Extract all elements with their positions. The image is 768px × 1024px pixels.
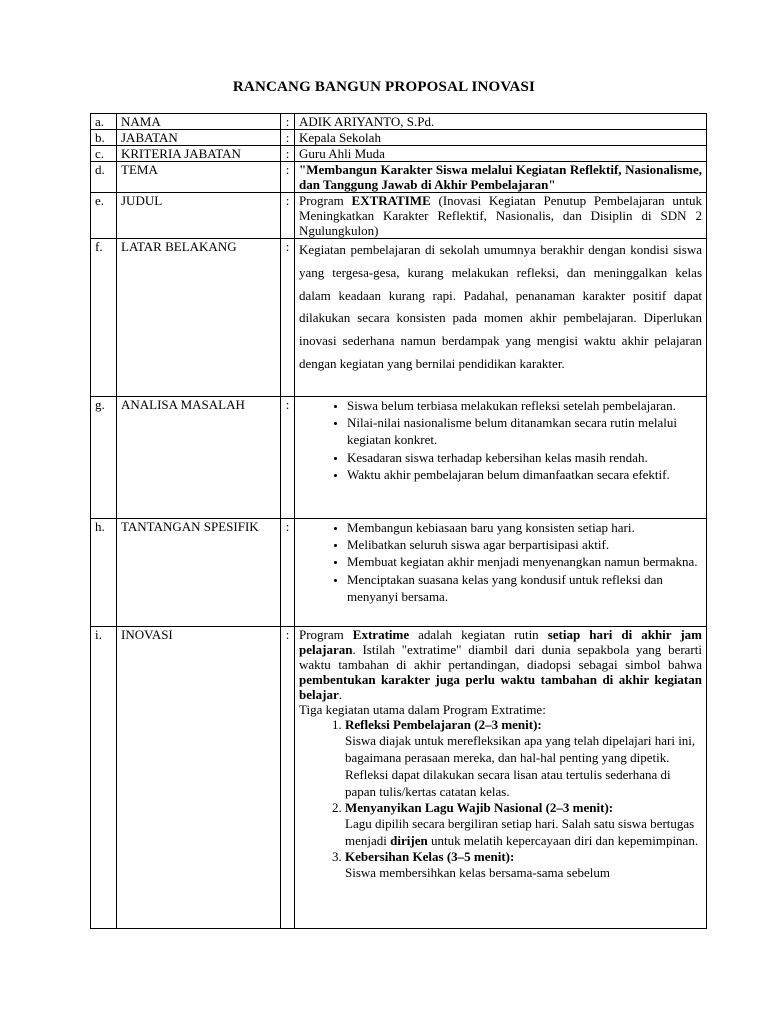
row-label: KRITERIA JABATAN xyxy=(117,146,281,162)
step-text-pre: Lagu dipilih secara bergiliran setiap hari. Salah satu siswa bertugas menjadi xyxy=(345,816,695,848)
row-label: LATAR BELAKANG xyxy=(117,239,281,397)
row-label: JUDUL xyxy=(117,193,281,239)
step-heading: Menyanyikan Lagu Wajib Nasional (2–3 menit): xyxy=(345,800,614,815)
tema-text: "Membangun Karakter Siswa melalui Kegiatan Reflektif, Nasionalisme, dan Tanggung Jawab di Akhir Pembelajaran" xyxy=(299,162,702,192)
row-value xyxy=(295,239,707,397)
list-item xyxy=(345,717,702,800)
inovasi-text: Program xyxy=(299,627,353,642)
row-value xyxy=(295,519,707,627)
row-code: d. xyxy=(91,162,117,193)
list-item: • Waktu akhir pembelajaran belum dimanfaatkan secara efektif. xyxy=(347,466,702,483)
list-item: • Siswa belum terbiasa melakukan refleksi setelah pembelajaran. xyxy=(347,397,702,414)
step-text xyxy=(345,815,702,849)
list-item: • Kesadaran siswa terhadap kebersihan kelas masih rendah. xyxy=(347,449,702,466)
row-value xyxy=(295,627,707,929)
row-value: Guru Ahli Muda xyxy=(295,146,707,162)
row-value xyxy=(295,397,707,519)
row-value: Kepala Sekolah xyxy=(295,130,707,146)
step-text-pre: Siswa diajak untuk merefleksikan apa yang telah dipelajari hari ini, bagaimana perasaan mereka, dan hal-hal penting yang dipetik. Refleksi dapat dilakukan secara lisan atau tertulis sederhana di papan tulis/kertas catatan kelas. xyxy=(345,733,696,799)
inovasi-intro: Tiga kegiatan utama dalam Program Extratime: xyxy=(299,702,546,717)
row-value xyxy=(295,162,707,193)
analisa-list xyxy=(299,397,702,483)
list-item xyxy=(345,849,702,881)
row-colon: : xyxy=(281,146,295,162)
row-jabatan xyxy=(91,130,707,146)
judul-program-name: EXTRATIME xyxy=(351,193,431,208)
inovasi-bold: setiap hari di akhir jam pelajaran xyxy=(299,627,702,657)
row-label: ANALISA MASALAH xyxy=(117,397,281,519)
step-heading: Refleksi Pembelajaran (2–3 menit): xyxy=(345,717,542,732)
row-label: NAMA xyxy=(117,114,281,130)
row-label: TANTANGAN SPESIFIK xyxy=(117,519,281,627)
step-text-post: untuk melatih kepercayaan diri dan kepemimpinan. xyxy=(427,833,699,848)
row-code: h. xyxy=(91,519,117,627)
step-text-bold: dirijen xyxy=(390,833,428,848)
row-colon: : xyxy=(281,397,295,519)
row-colon: : xyxy=(281,162,295,193)
inovasi-text: . Istilah "extratime" diambil dari dunia sepakbola yang berarti waktu tambahan di akhir pertandingan, diadopsi sebagai simbol bahwa xyxy=(299,642,702,672)
inovasi-steps xyxy=(299,717,702,881)
list-item: • Membuat kegiatan akhir menjadi menyenangkan namun bermakna. xyxy=(347,553,702,570)
row-nama xyxy=(91,114,707,130)
row-label: JABATAN xyxy=(117,130,281,146)
judul-post: (Inovasi Kegiatan Penutup Pembelajaran untuk Meningkatkan Karakter Reflektif, Nasionalis, dan Disiplin di SDN 2 Ngulungkulon) xyxy=(299,193,702,238)
row-code: f. xyxy=(91,239,117,397)
inovasi-bold: pembentukan karakter juga perlu waktu tambahan di akhir kegiatan belajar xyxy=(299,672,702,702)
row-code: e. xyxy=(91,193,117,239)
row-judul xyxy=(91,193,707,239)
row-colon: : xyxy=(281,114,295,130)
list-item: • Melibatkan seluruh siswa agar berpartisipasi aktif. xyxy=(347,536,702,553)
row-inovasi xyxy=(91,627,707,929)
step-text xyxy=(345,864,702,881)
row-colon: : xyxy=(281,193,295,239)
step-text xyxy=(345,732,702,800)
inovasi-text: . xyxy=(338,687,342,702)
proposal-table xyxy=(90,113,707,929)
row-colon: : xyxy=(281,519,295,627)
list-item: • Nilai-nilai nasionalisme belum ditanamkan secara rutin melalui kegiatan konkret. xyxy=(347,414,702,448)
row-value: ADIK ARIYANTO, S.Pd. xyxy=(295,114,707,130)
row-colon: : xyxy=(281,627,295,929)
row-label: INOVASI xyxy=(117,627,281,929)
list-item: • Membangun kebiasaan baru yang konsisten setiap hari. xyxy=(347,519,702,536)
row-code: c. xyxy=(91,146,117,162)
row-colon: : xyxy=(281,130,295,146)
row-code: a. xyxy=(91,114,117,130)
list-item: • Menciptakan suasana kelas yang kondusif untuk refleksi dan menyanyi bersama. xyxy=(347,571,702,605)
list-item xyxy=(345,800,702,849)
row-colon: : xyxy=(281,239,295,397)
inovasi-bold: Extratime xyxy=(352,627,410,642)
row-code: b. xyxy=(91,130,117,146)
step-text-pre: Siswa membersihkan kelas bersama-sama sebelum xyxy=(345,865,610,880)
row-label: TEMA xyxy=(117,162,281,193)
latar-belakang-text: Kegiatan pembelajaran di sekolah umumnya berakhir dengan kondisi siswa yang tergesa-gesa, kurang melakukan refleksi, dan meninggalkan kelas dalam keadaan kurang rapi. Padahal, penanaman karakter positif dapat dilakukan secara konsisten pada momen akhir pembelajaran. Diperlukan inovasi sederhana namun berdampak yang mengisi waktu akhir pelajaran dengan kegiatan yang bernilai pendidikan karakter. xyxy=(299,242,702,371)
row-code: g. xyxy=(91,397,117,519)
tantangan-list xyxy=(299,519,702,605)
inovasi-paragraph xyxy=(299,627,702,702)
judul-pre: Program xyxy=(299,193,352,208)
document-title: RANCANG BANGUN PROPOSAL INOVASI xyxy=(232,79,536,95)
inovasi-text: adalah kegiatan rutin xyxy=(409,627,548,642)
row-kriteria-jabatan xyxy=(91,146,707,162)
row-value xyxy=(295,193,707,239)
row-analisa-masalah xyxy=(91,397,707,519)
row-code: i. xyxy=(91,627,117,929)
row-tantangan-spesifik xyxy=(91,519,707,627)
step-heading: Kebersihan Kelas (3–5 menit): xyxy=(345,849,515,864)
row-latar-belakang xyxy=(91,239,707,397)
row-tema xyxy=(91,162,707,193)
